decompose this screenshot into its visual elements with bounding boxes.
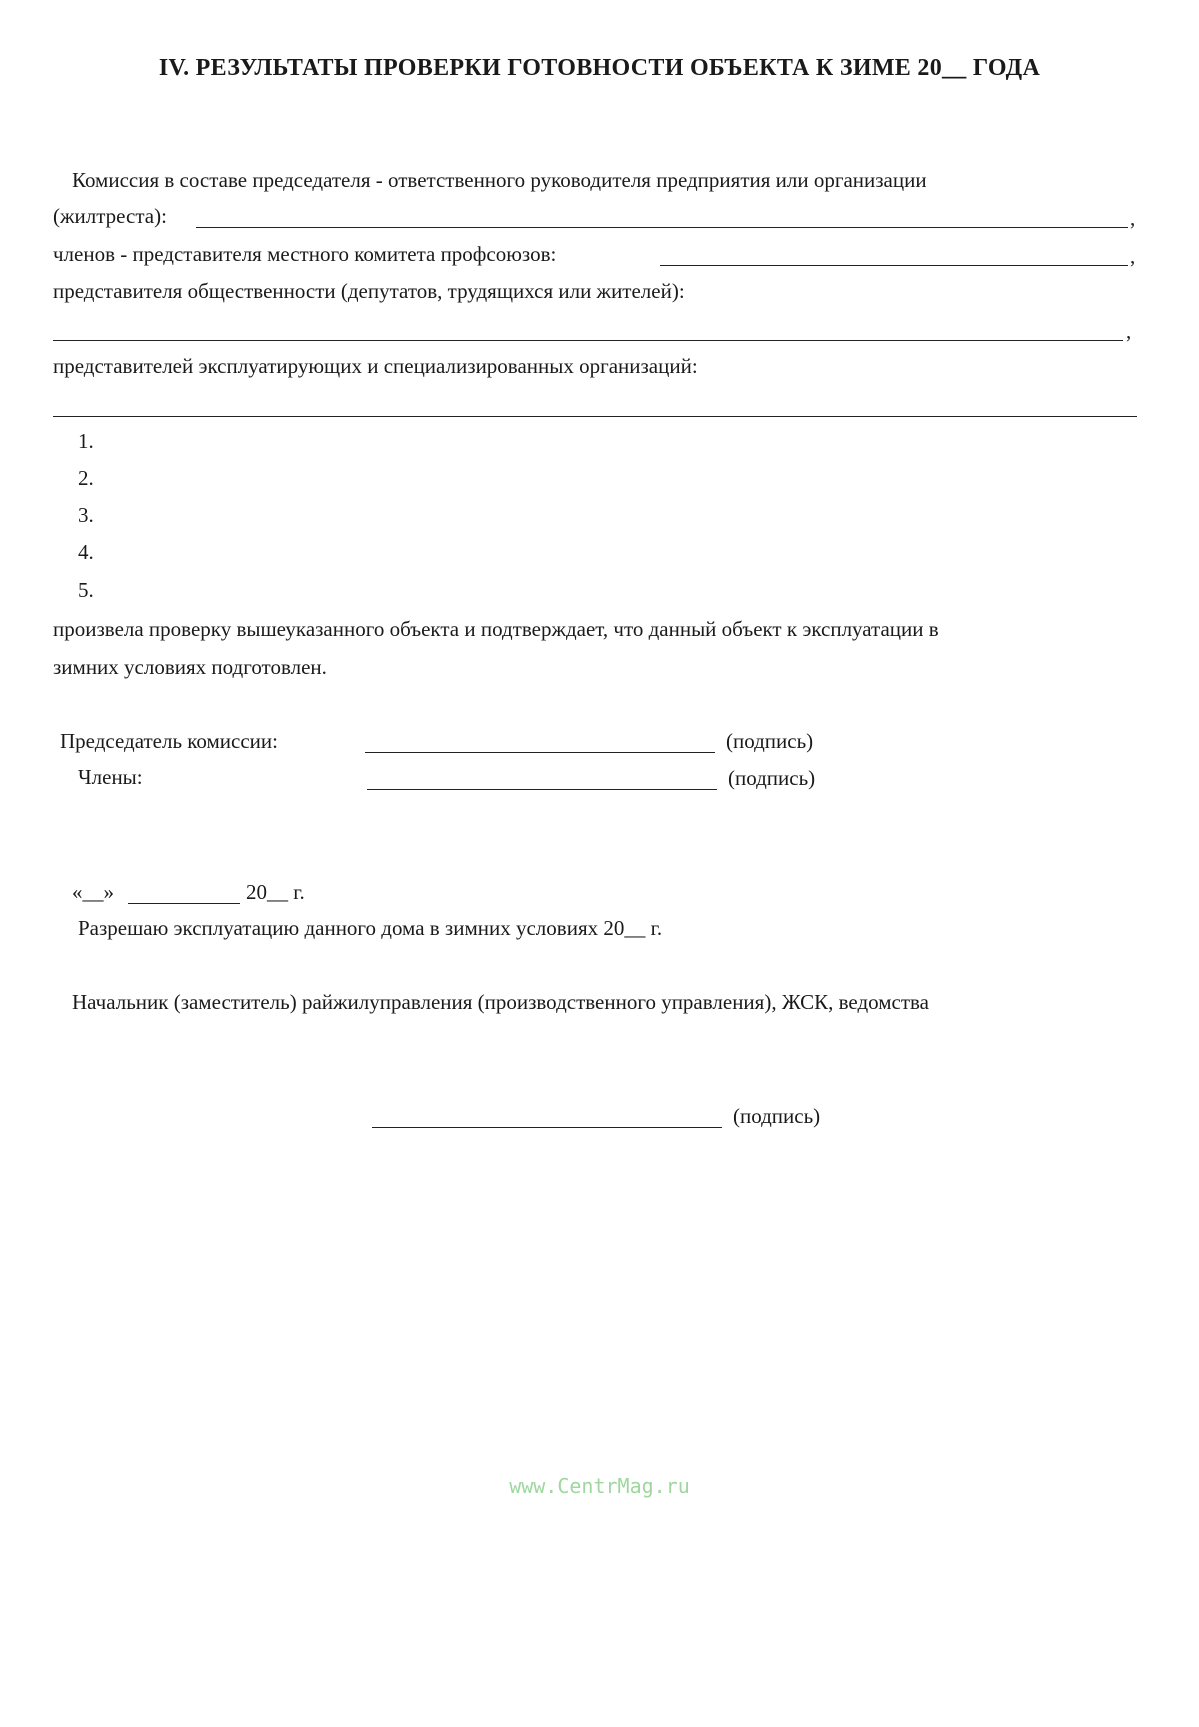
list-item: 4. bbox=[78, 540, 94, 564]
chairman-label: Председатель комиссии: bbox=[60, 729, 278, 753]
orgs-field-line bbox=[53, 416, 1137, 417]
orgs-label: представителей эксплуатирующих и специализированных организаций: bbox=[53, 354, 698, 378]
date-day: «__» bbox=[72, 880, 114, 904]
public-comma: , bbox=[1126, 319, 1132, 343]
list-item: 3. bbox=[78, 503, 94, 527]
members-label: Члены: bbox=[78, 765, 143, 789]
list-item: 2. bbox=[78, 466, 94, 490]
head-label: Начальник (заместитель) райжилуправления (производственного управления), ЖСК, ведомства bbox=[72, 990, 929, 1014]
list-item: 1. bbox=[78, 429, 94, 453]
members-union-field-line bbox=[660, 265, 1128, 266]
head-signature-line bbox=[372, 1127, 722, 1128]
date-year: 20__ г. bbox=[246, 880, 305, 904]
document-title: IV. РЕЗУЛЬТАТЫ ПРОВЕРКИ ГОТОВНОСТИ ОБЪЕКТА К ЗИМЕ 20__ ГОДА bbox=[158, 55, 1041, 81]
chairman-signature-note: (подпись) bbox=[726, 729, 814, 753]
public-field-line bbox=[53, 340, 1123, 341]
trust-comma: , bbox=[1130, 206, 1136, 230]
conclusion-line-2: зимних условиях подготовлен. bbox=[53, 655, 327, 679]
trust-field-line bbox=[196, 227, 1128, 228]
watermark-text: www.CentrMag.ru bbox=[509, 1474, 690, 1498]
head-signature-note: (подпись) bbox=[733, 1104, 821, 1128]
public-label: представителя общественности (депутатов, трудящихся или жителей): bbox=[53, 279, 685, 303]
trust-label: (жилтреста): bbox=[53, 204, 167, 228]
members-union-comma: , bbox=[1130, 244, 1136, 268]
date-month-line bbox=[128, 903, 240, 904]
chairman-signature-line bbox=[365, 752, 715, 753]
members-signature-note: (подпись) bbox=[728, 766, 816, 790]
permission-text: Разрешаю эксплуатацию данного дома в зимних условиях 20__ г. bbox=[78, 916, 663, 940]
list-item: 5. bbox=[78, 578, 94, 602]
conclusion-line-1: произвела проверку вышеуказанного объекта и подтверждает, что данный объект к эксплуатации в bbox=[53, 617, 939, 641]
members-union-label: членов - представителя местного комитета профсоюзов: bbox=[53, 242, 557, 266]
members-signature-line bbox=[367, 789, 717, 790]
commission-intro: Комиссия в составе председателя - ответственного руководителя предприятия или организации bbox=[72, 168, 927, 192]
